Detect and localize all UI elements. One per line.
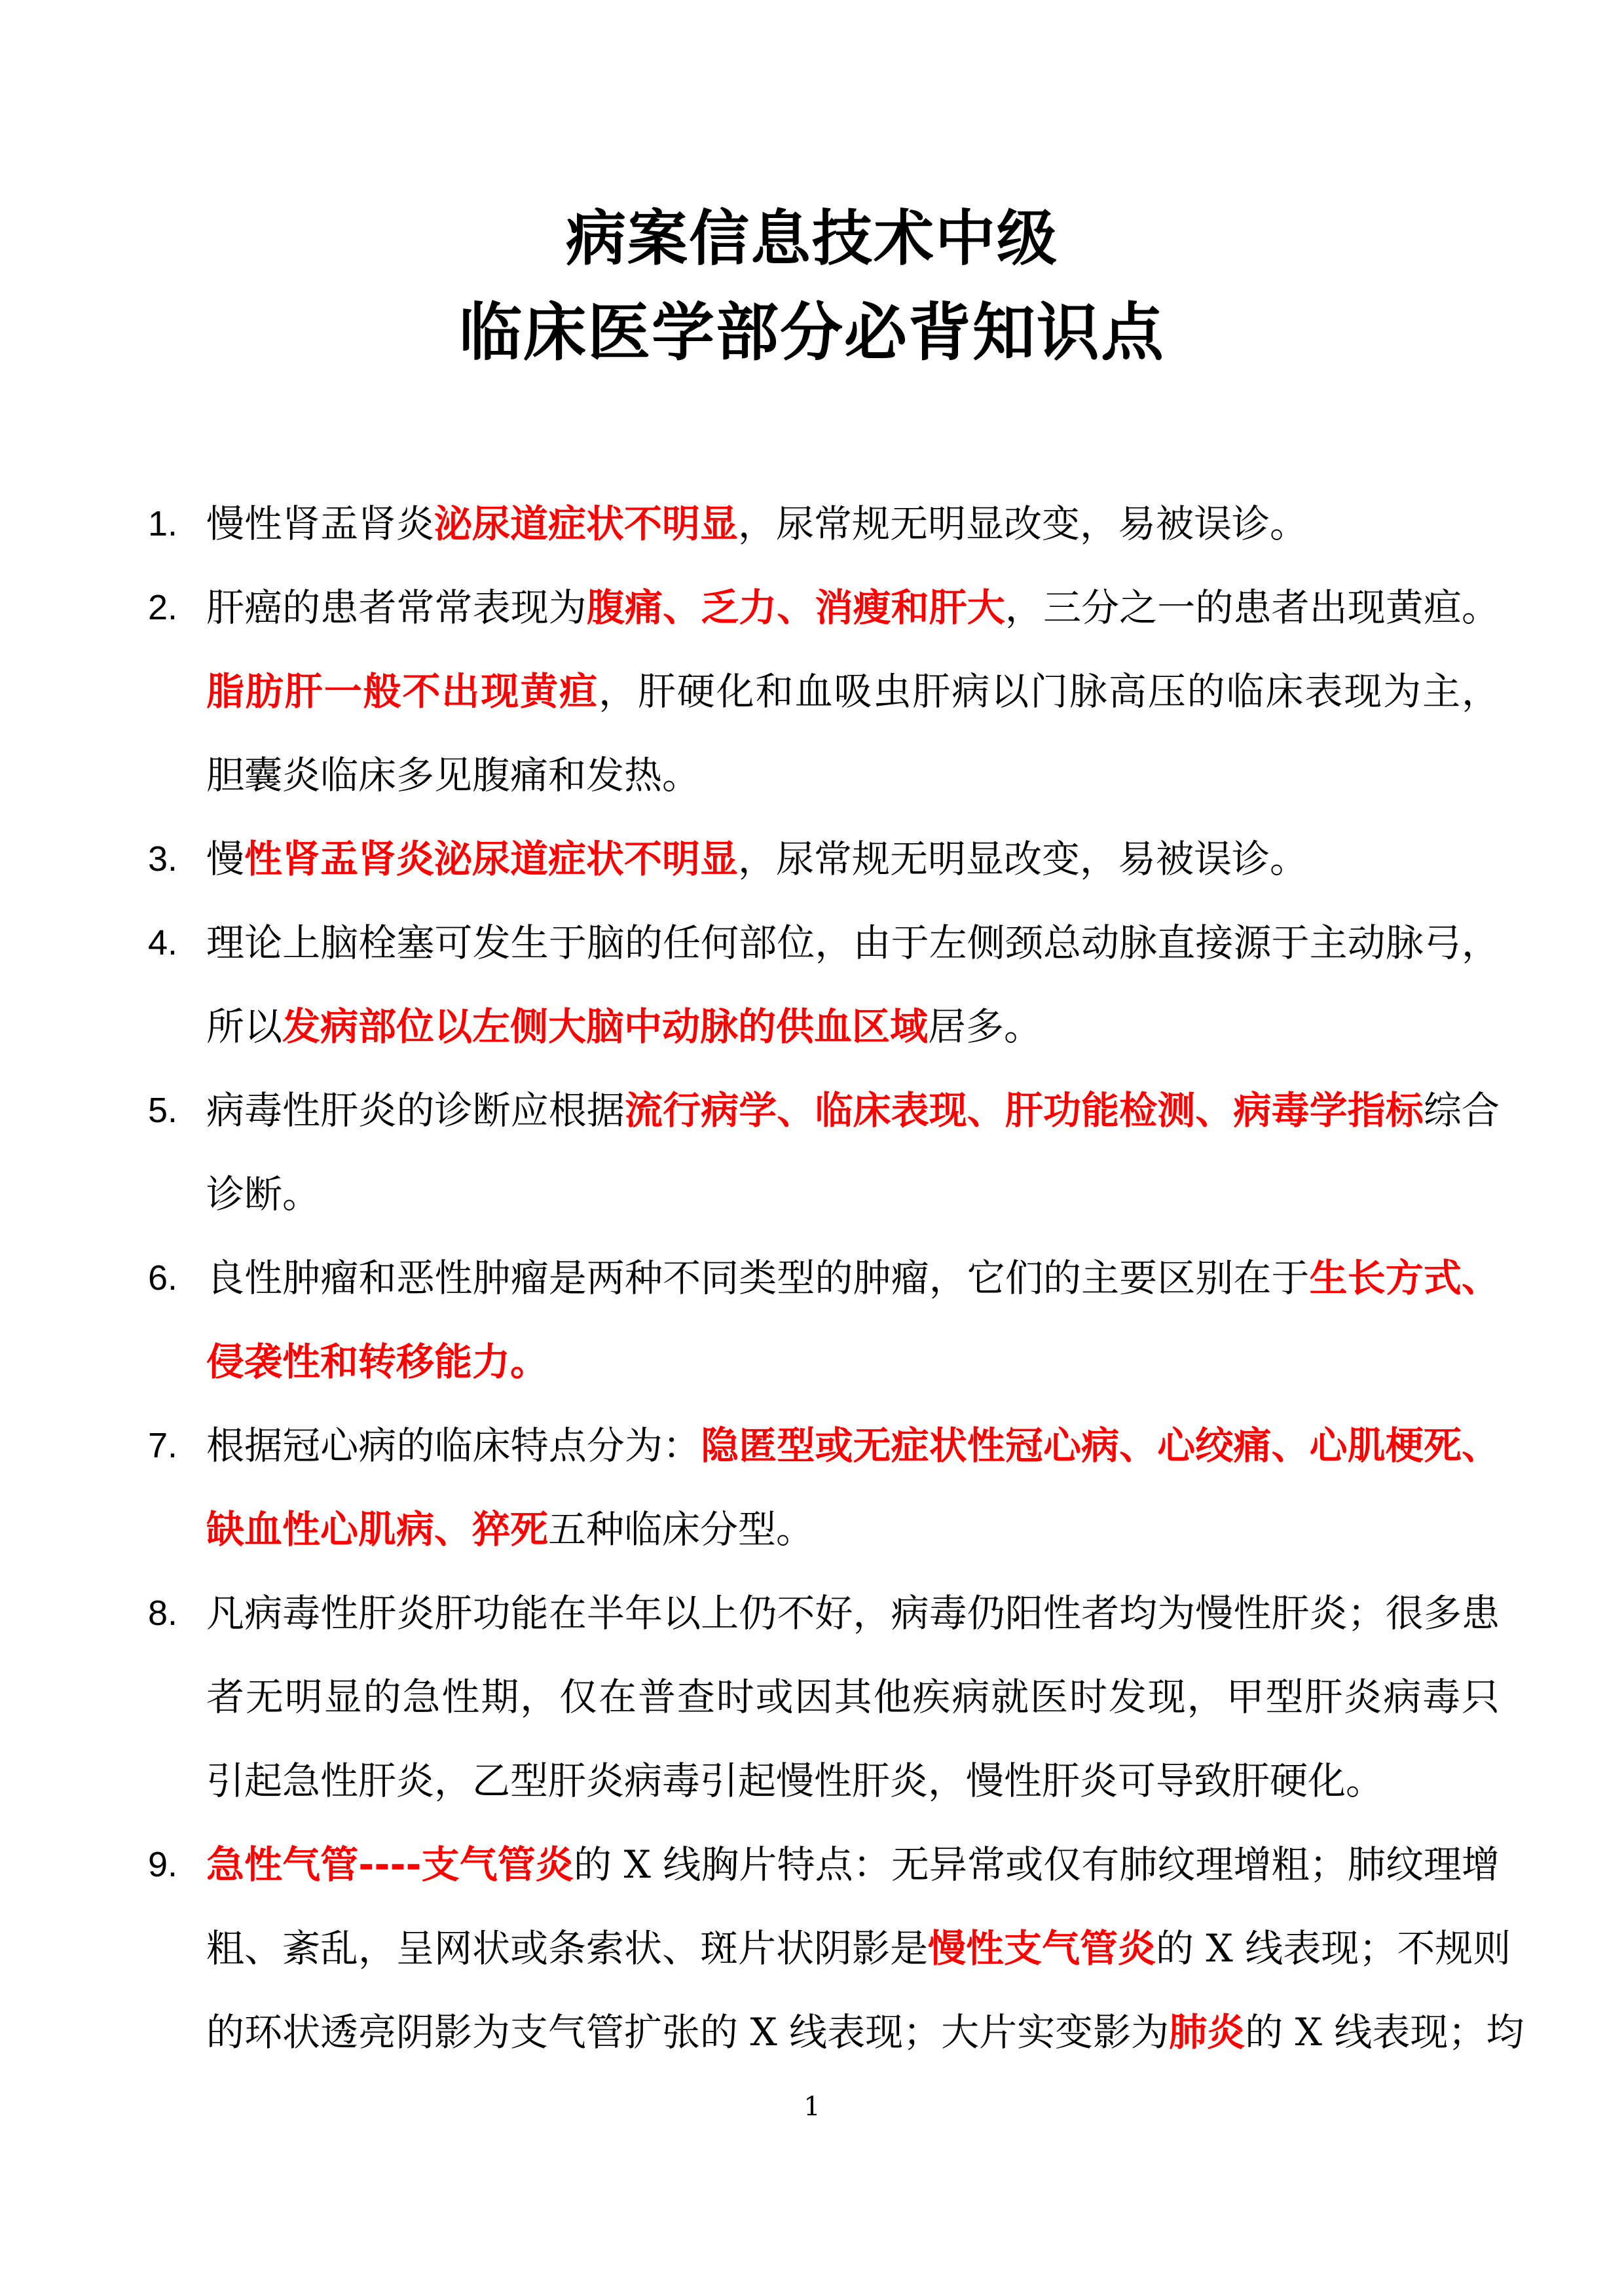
body-text: 理论上脑栓塞可发生于脑的任何部位，由于左侧颈总动脉直接源于主动脉弓， bbox=[206, 920, 1500, 965]
body-text: 凡病毒性肝炎肝功能在半年以上仍不好，病毒仍阳性者均为慢性肝炎；很多患 bbox=[206, 1591, 1500, 1635]
item-number: 4. bbox=[148, 923, 178, 962]
body-text: 的环状透亮阴影为支气管扩张的 X 线表现；大片实变影为 bbox=[206, 2010, 1170, 2054]
body-text: 良性肿瘤和恶性肿瘤是两种不同类型的肿瘤，它们的主要区别在于 bbox=[206, 1256, 1310, 1300]
highlighted-key-phrase: 缺血性心肌病、猝死 bbox=[206, 1507, 549, 1552]
document-title-line1: 病案信息技术中级 bbox=[565, 203, 1058, 274]
body-text: ，尿常规无明显改变，易被误诊。 bbox=[738, 501, 1308, 546]
item-text-line bbox=[206, 1336, 1500, 1388]
item-text-line bbox=[206, 833, 1500, 885]
item-text-line bbox=[206, 2006, 1524, 2058]
body-text: 的 X 线表现；不规则 bbox=[1156, 1926, 1511, 1971]
body-text: 根据冠心病的临床特点分为： bbox=[206, 1423, 701, 1468]
item-text-line bbox=[206, 1252, 1500, 1304]
item-number: 6. bbox=[148, 1258, 178, 1298]
item-text-line bbox=[206, 1838, 1500, 1891]
highlighted-key-phrase: 发病部位以左侧大脑中动脉的供血区域 bbox=[282, 1004, 929, 1049]
body-text: 者无明显的急性期，仅在普查时或因其他疾病就医时发现，甲型肝炎病毒只 bbox=[206, 1675, 1500, 1719]
item-number: 5. bbox=[148, 1091, 178, 1130]
body-text: 诊断。 bbox=[206, 1172, 321, 1216]
highlighted-key-phrase: 流行病学、临床表现、肝功能检测、病毒学指标 bbox=[625, 1088, 1424, 1133]
body-text: 所以 bbox=[206, 1004, 283, 1049]
item-text-line bbox=[206, 1503, 1500, 1556]
page-number: 1 bbox=[803, 2092, 821, 2122]
body-text: 的 X 线胸片特点：无异常或仅有肺纹理增粗；肺纹理增 bbox=[573, 1842, 1500, 1887]
item-text-line bbox=[206, 1000, 1500, 1053]
highlighted-key-phrase: 泌尿道症状不明显 bbox=[434, 501, 739, 546]
document-title-line2: 临床医学部分必背知识点 bbox=[459, 295, 1165, 369]
highlighted-key-phrase: 急性气管----支气管炎 bbox=[206, 1842, 574, 1887]
highlighted-key-phrase: 慢性支气管炎 bbox=[928, 1926, 1156, 1971]
body-text: 慢性肾盂肾炎 bbox=[206, 501, 435, 546]
highlighted-key-phrase: 生长方式、 bbox=[1309, 1256, 1500, 1300]
item-text-line bbox=[206, 1419, 1500, 1472]
item-number: 1. bbox=[148, 504, 178, 543]
body-text: 慢 bbox=[206, 837, 245, 881]
body-text: 肝癌的患者常常表现为 bbox=[206, 585, 587, 630]
item-number: 2. bbox=[148, 588, 178, 627]
highlighted-key-phrase: 隐匿型或无症状性冠心病、心绞痛、心肌梗死、 bbox=[701, 1423, 1500, 1468]
highlighted-key-phrase: 腹痛、乏力、消瘦和肝大 bbox=[586, 585, 1005, 630]
highlighted-key-phrase: 侵袭性和转移能力。 bbox=[206, 1339, 549, 1384]
body-text: ，肝硬化和血吸虫肝病以门脉高压的临床表现为主， bbox=[599, 669, 1500, 714]
item-text-line bbox=[206, 1671, 1500, 1723]
highlighted-key-phrase: 脂肪肝一般不出现黄疸 bbox=[206, 669, 599, 714]
body-text: 综合 bbox=[1423, 1088, 1500, 1133]
item-text-line bbox=[206, 917, 1500, 969]
highlighted-key-phrase: 肺炎 bbox=[1169, 2010, 1246, 2054]
item-number: 3. bbox=[148, 839, 178, 879]
item-text-line bbox=[206, 1084, 1500, 1137]
item-number: 9. bbox=[148, 1845, 178, 1884]
item-text-line bbox=[206, 1168, 1500, 1220]
body-text: 粗、紊乱，呈网状或条索状、斑片状阴影是 bbox=[206, 1926, 929, 1971]
item-text-line bbox=[206, 1922, 1511, 1975]
item-text-line bbox=[206, 581, 1500, 634]
item-number: 8. bbox=[148, 1594, 178, 1633]
body-text: ，三分之一的患者出现黄疸。 bbox=[1005, 585, 1500, 630]
body-text: 的 X 线表现；均 bbox=[1245, 2010, 1524, 2054]
item-text-line bbox=[206, 1755, 1500, 1807]
body-text: 五种临床分型。 bbox=[548, 1507, 815, 1552]
item-text-line bbox=[206, 498, 1500, 550]
highlighted-key-phrase: 性肾盂肾炎泌尿道症状不明显 bbox=[244, 837, 739, 881]
body-text: ，尿常规无明显改变，易被误诊。 bbox=[738, 837, 1308, 881]
body-text: 居多。 bbox=[928, 1004, 1043, 1049]
item-number: 7. bbox=[148, 1426, 178, 1465]
body-text: 引起急性肝炎，乙型肝炎病毒引起慢性肝炎，慢性肝炎可导致肝硬化。 bbox=[206, 1758, 1384, 1803]
item-text-line bbox=[206, 665, 1500, 718]
body-text: 胆囊炎临床多见腹痛和发热。 bbox=[206, 753, 701, 797]
item-text-line bbox=[206, 1587, 1500, 1639]
body-text: 病毒性肝炎的诊断应根据 bbox=[206, 1088, 625, 1133]
item-text-line bbox=[206, 749, 1500, 801]
